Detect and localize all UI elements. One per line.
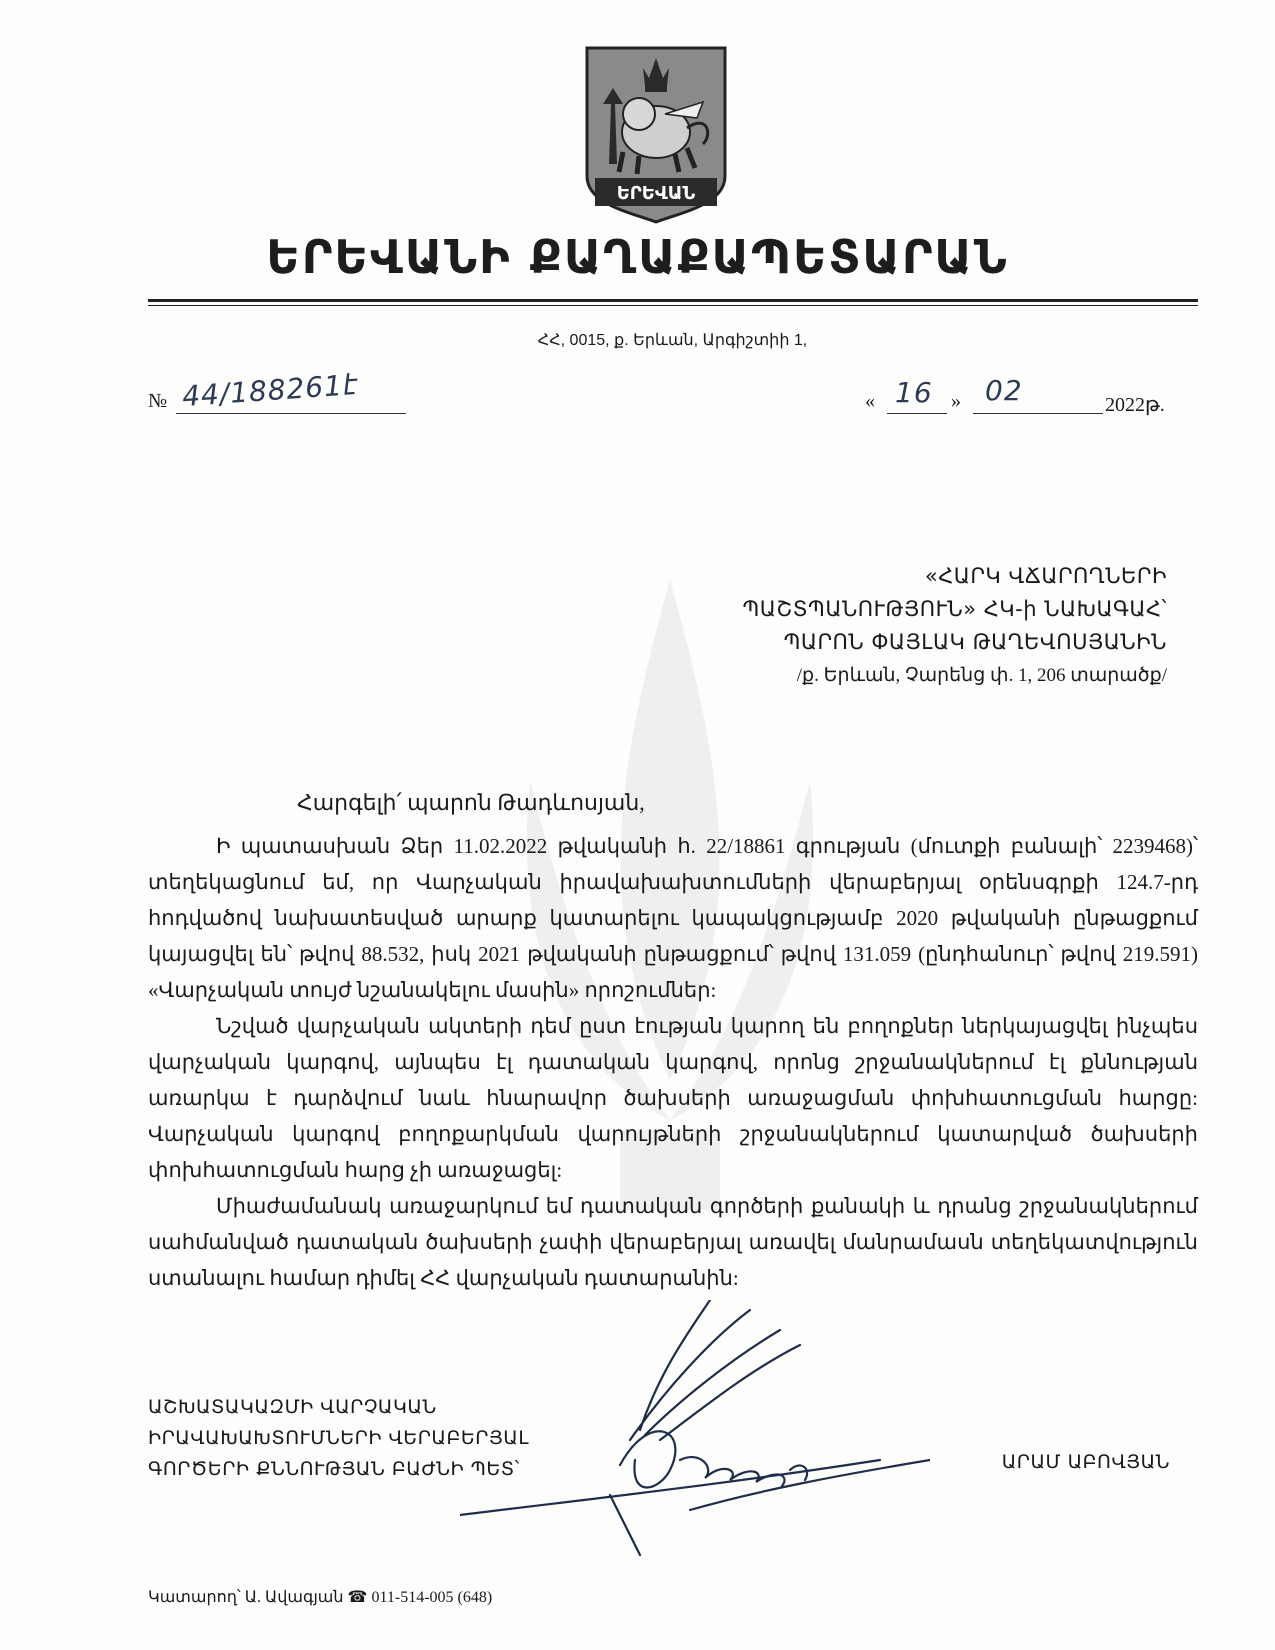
number-label: №: [148, 390, 168, 412]
signatory-title-line: ԳՈՐԾԵՐԻ ՔՆՆՈՒԹՅԱՆ ԲԱԺՆԻ ՊԵՏ՝: [148, 1458, 520, 1480]
body-paragraph: Ի պատասխան Ձեր 11.02.2022 թվականի հ. 22/18861 գրության (մուտքի բանալի՝ 2239468)՝ տեղեկացնում եմ, որ Վարչական իրավախախտումների վերաբերյալ օրենսգրքի 124.7-րդ հոդվածով նախատեսված արարք կատարելու կապակցությամբ 2020 թվականի ընթացքում կայացվել են՝ թվով 88.532, իսկ 2021 թվականի ընթացքում՝ թվով 131.059 (ընդհանուր՝ թվով 219.591) «Վարչական տույժ նշանակելու մասին» որոշումներ:: [148, 834, 1198, 1002]
phone-icon: ☎: [347, 1589, 368, 1606]
body-paragraph: Միաժամանակ առաջարկում եմ դատական գործերի քանակի և դրանց շրջանակներում սահմանված դատական ծախսերի չափի վերաբերյալ առավել մանրամասն տեղեկատվություն ստանալու համար դիմել ՀՀ վարչական դատարանին:: [148, 1194, 1198, 1290]
number-value: 44/188261է: [181, 367, 360, 414]
date-day-underline: [887, 413, 947, 414]
recipient-line: ՊԱՐՈՆ ՓԱՅԼԱԿ ԹԱՂԵՎՈՍՅԱՆԻՆ: [783, 630, 1167, 654]
number-underline: [176, 413, 406, 414]
recipient-line: «ՀԱՐԿ ՎՃԱՐՈՂՆԵՐԻ: [924, 564, 1167, 588]
reference-date: [865, 374, 1175, 418]
greeting: Հարգելի՛ պարոն Թադևոսյան,: [297, 790, 645, 815]
date-day: 16: [895, 376, 933, 409]
header-rule-thin: [148, 305, 1198, 306]
executor-phone: 011-514-005 (648): [371, 1589, 493, 1606]
handwritten-signature: [460, 1300, 930, 1560]
emblem-text: ԵՐԵՎԱՆ: [616, 183, 696, 204]
recipient-line: ՊԱՇՏՊԱՆՈՒԹՅՈՒՆ» ՀԿ-ի ՆԱԽԱԳԱՀ՝: [742, 597, 1167, 621]
body-paragraph: Նշված վարչական ակտերի դեմ ըստ էության կարող են բողոքներ ներկայացվել ինչպես վարչական կարգով, այնպես էլ դատական կարգով, որոնց շրջանակներում էլ քննության առարկա է դարձվում նաև հնարավոր ծախսերի առաջացման փոխհատուցման հարցը: Վարչական կարգով բողոքարկման վարույթների շրջանակներում կատարված ծախսերի փոխհատուցման հարց չի առաջացել:: [148, 1014, 1198, 1182]
date-open-quote: «: [865, 390, 875, 412]
reference-number: [148, 367, 408, 418]
header-rule: [148, 299, 1198, 302]
footer-executor: [148, 1587, 492, 1607]
header-address: ՀՀ, 0015, ք. Երևան, Արգիշտիի 1,: [537, 332, 808, 349]
page-title: ԵՐԵՎԱՆԻ ՔԱՂԱՔԱՊԵՏԱՐԱՆ: [266, 230, 1009, 284]
date-month: 02: [985, 374, 1023, 407]
recipient-address: /ք. Երևան, Չարենց փ. 1, 206 տարածք/: [796, 665, 1167, 686]
date-month-underline: [973, 413, 1103, 414]
date-close-quote: »: [951, 390, 961, 412]
yerevan-coat-of-arms-icon: [583, 44, 729, 224]
signatory-name: ԱՐԱՄ ԱԲՈՎՅԱՆ: [1001, 1451, 1170, 1473]
letter-body: [148, 828, 1198, 1296]
signatory-title-line: ԱՇԽԱՏԱԿԱԶՄԻ ՎԱՐՉԱԿԱՆ: [148, 1396, 437, 1418]
recipient-block: [742, 560, 1167, 692]
signatory-title: [148, 1392, 529, 1485]
signatory-title-line: ԻՐԱՎԱԽԱԽՏՈՒՄՆԵՐԻ ՎԵՐԱԲԵՐՅԱԼ: [148, 1427, 529, 1449]
executor-name: Կատարող՝ Ա. Ավագյան: [148, 1589, 344, 1606]
date-year: 2022թ.: [1105, 394, 1165, 416]
